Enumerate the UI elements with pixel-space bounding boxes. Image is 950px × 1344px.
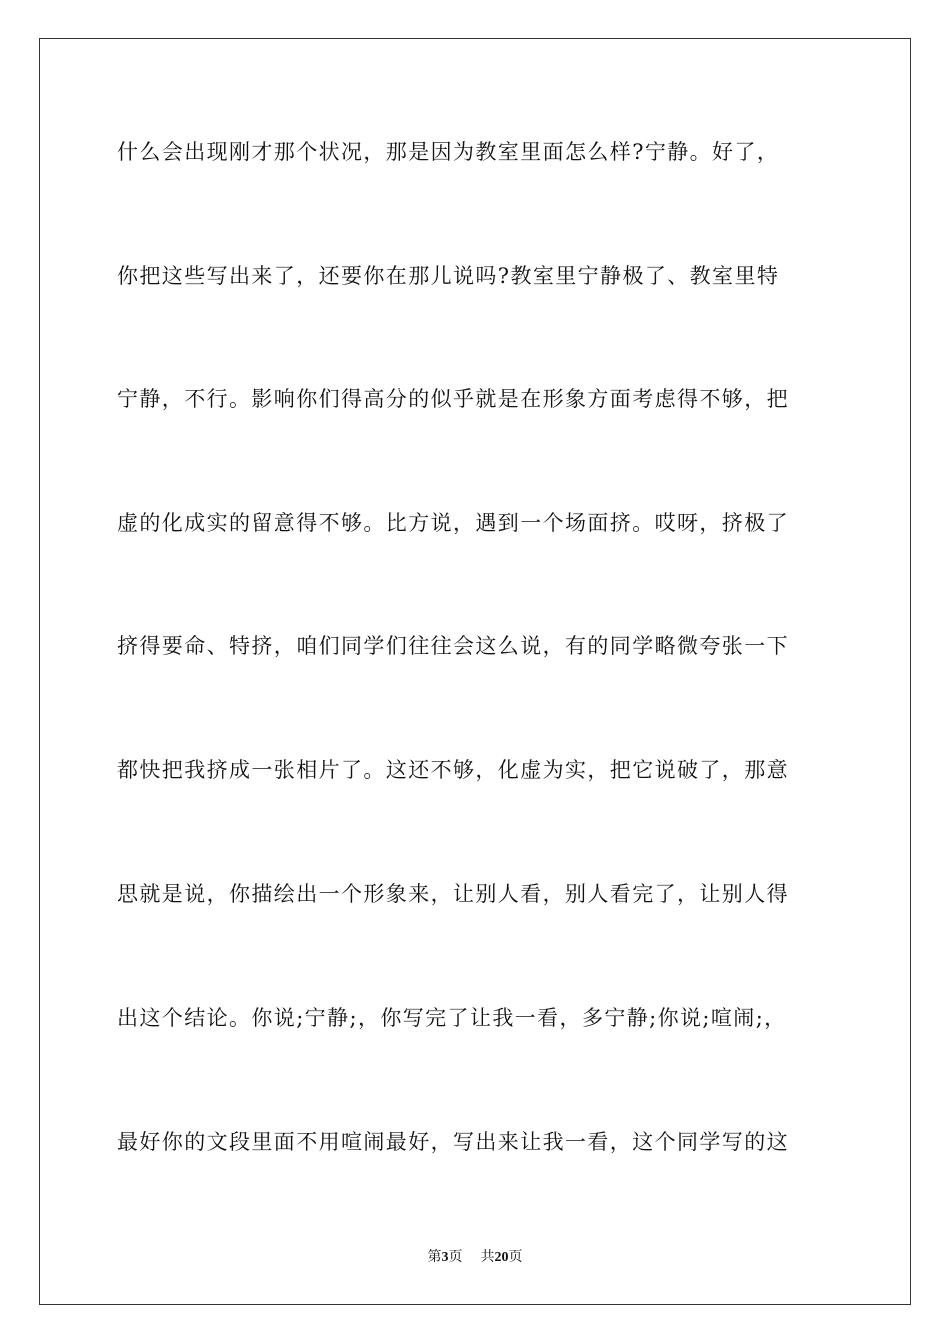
- page-suffix: 页: [448, 1249, 463, 1265]
- text-line-8: 出这个结论。你说;宁静;，你写完了让我一看，多宁静;你说;喧闹;，: [117, 1006, 787, 1030]
- text-line-2: 你把这些写出来了，还要你在那儿说吗?教室里宁静极了、教室里特: [117, 264, 780, 288]
- text-line-6: 都快把我挤成一张相片了。这还不够，化虚为实，把它说破了，那意: [117, 758, 789, 782]
- text-line-9: 最好你的文段里面不用喧闹最好，写出来让我一看，这个同学写的这: [117, 1130, 789, 1154]
- text-line-5: 挤得要命、特挤，咱们同学们往往会这么说，有的同学略微夸张一下: [117, 634, 789, 658]
- text-line-7: 思就是说，你描绘出一个形象来，让别人看，别人看完了，让别人得: [117, 882, 789, 906]
- text-line-1: 什么会出现刚才那个状况，那是因为教室里面怎么样?宁静。好了，: [117, 140, 780, 164]
- text-line-3: 宁静，不行。影响你们得高分的似乎就是在形象方面考虑得不够，把: [117, 387, 789, 411]
- page-footer: [0, 1248, 950, 1267]
- total-suffix: 页: [508, 1249, 523, 1265]
- page-prefix: 第: [427, 1249, 442, 1265]
- total-pages: 20: [494, 1250, 509, 1265]
- text-line-4: 虚的化成实的留意得不够。比方说，遇到一个场面挤。哎呀，挤极了: [117, 511, 789, 535]
- total-prefix: 共: [480, 1249, 495, 1265]
- page-border: [39, 38, 911, 1305]
- page-number: 3: [441, 1250, 449, 1265]
